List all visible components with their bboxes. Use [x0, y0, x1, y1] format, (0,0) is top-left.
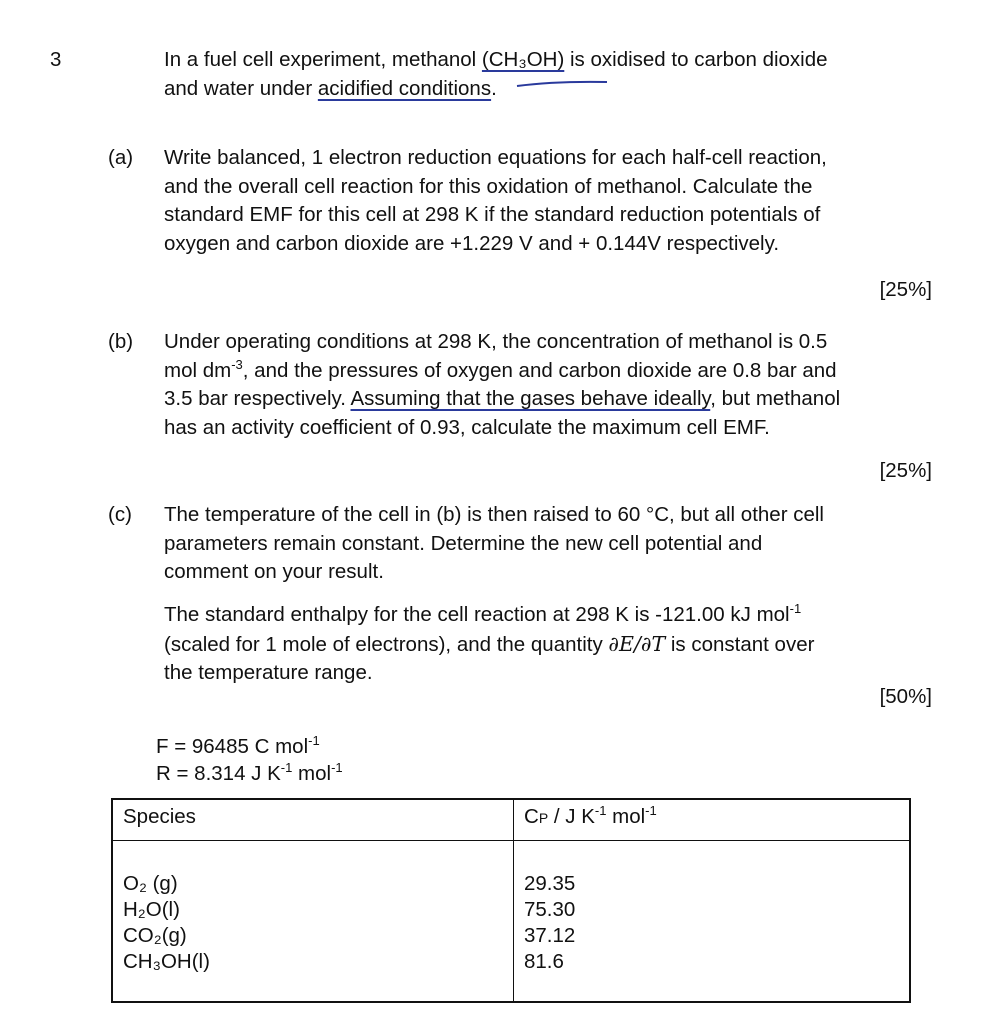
part-c-label: (c)	[108, 503, 132, 526]
table-body-row	[112, 841, 910, 1003]
table-cell: 37.12	[524, 924, 576, 947]
table-row: H₂O(l)	[123, 898, 180, 921]
part-b-text: Under operating conditions at 298 K, the concentration of methanol is 0.5 mol $dm^{-3}$, and the pressures of oxygen and carbon dioxide are 0.8 bar and 3.5 bar respectively. Assuming that the gases behave ideally, but methanol has an activity coefficient of 0.93, calculate the maximum cell EMF.	[164, 330, 841, 439]
part-a-label: (a)	[108, 146, 134, 169]
intro-line-1: In a fuel cell experiment, methanol (CH₃OH) is oxidised to carbon dioxide	[164, 48, 828, 71]
part-c-enthalpy-text: The standard enthalpy for the cell reaction at 298 K is -121.00 kJ mol$^{-1}$ (scaled for 1 mole of electrons), and the quantity ∂E/∂T is constant over the temperature range.	[164, 601, 815, 684]
table-cell: 75.30	[524, 898, 576, 921]
acidified-conditions: acidified conditions	[317, 76, 492, 100]
table-cell: 81.6	[524, 950, 564, 973]
part-b-marks: [25%]	[879, 459, 932, 482]
table-row: CO₂(g)	[123, 924, 187, 947]
table-row: O₂ (g)	[123, 872, 178, 895]
table-cell: 29.35	[524, 872, 576, 895]
methanol-formula: (CH₃OH)	[481, 48, 565, 71]
table-header-row	[112, 799, 910, 841]
question-intro	[164, 46, 944, 103]
faraday-constant: F = 96485 C mol$^{-1}$	[156, 733, 320, 758]
cp-column	[514, 841, 911, 1003]
question-number: 3	[50, 48, 62, 71]
table-row: CH₃OH(l)	[123, 950, 210, 973]
part-c-marks: [50%]	[879, 685, 932, 708]
part-a-text: Write balanced, 1 electron reduction equations for each half-cell reaction, and the overall cell reaction for this oxidation of methanol. Calculate the standard EMF for this cell at 298 K if the standard reduction potentials of oxygen and carbon dioxide are +1.229 V and + 0.144V respectively.	[164, 146, 827, 255]
part-b-label: (b)	[108, 330, 134, 353]
header-cp: CP / J $K^{-1}$ mol$^{-1}$	[514, 799, 911, 841]
pen-annotation-stroke	[515, 78, 610, 90]
heat-capacity-table	[111, 798, 911, 1003]
gas-constant: R = 8.314 J $K^{-1}$ mol$^{-1}$	[156, 760, 343, 785]
ideal-gas-assumption: Assuming that the gases behave ideally	[350, 387, 711, 410]
part-c-text: The temperature of the cell in (b) is then raised to 60 °C, but all other cell parameters remain constant. Determine the new cell potential and comment on your result.	[164, 503, 824, 583]
intro-line-2: and water under acidified conditions.	[164, 76, 497, 100]
part-a-marks: [25%]	[879, 278, 932, 301]
constants	[156, 733, 343, 787]
header-species: Species	[112, 799, 514, 841]
partial-derivative: ∂E/∂T	[608, 631, 666, 656]
species-column	[112, 841, 514, 1003]
